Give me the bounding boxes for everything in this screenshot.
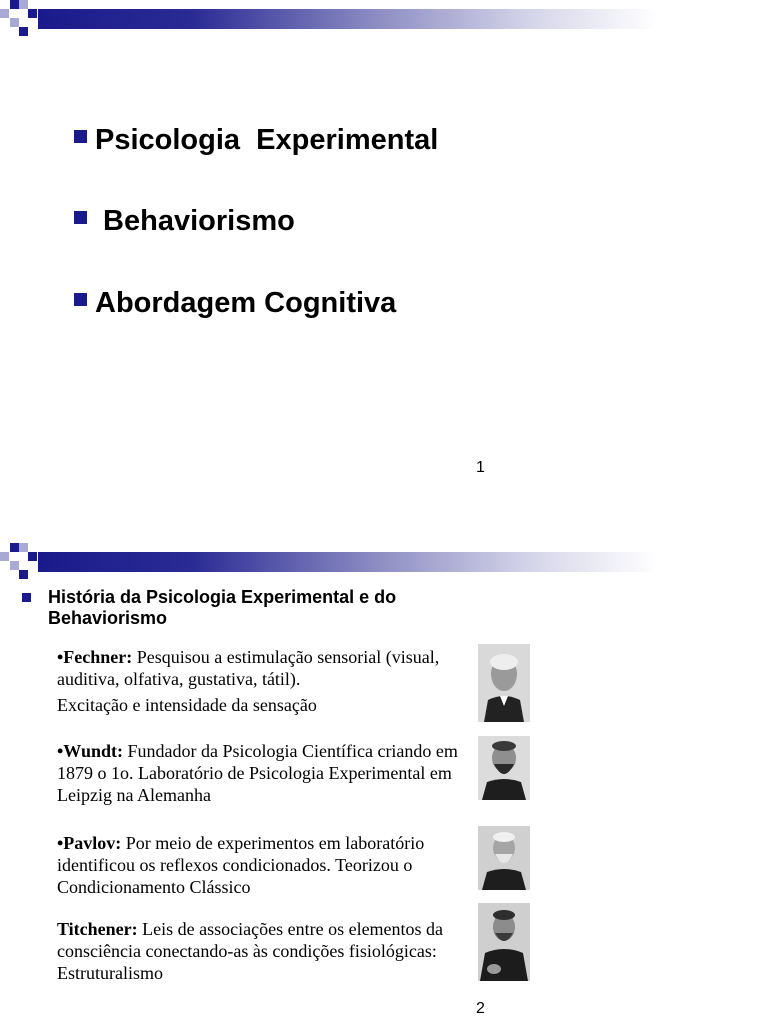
bullet-item bbox=[74, 124, 438, 157]
portrait-titchener bbox=[478, 903, 530, 981]
header-square bbox=[10, 18, 19, 27]
entry-description: Pesquisou a estimulação sensorial (visual, auditiva, olfativa, gustativa, tátil). bbox=[57, 647, 440, 689]
portrait-wundt bbox=[478, 736, 530, 800]
heading-text: História da Psicologia Experimental e do Behaviorismo bbox=[48, 587, 397, 628]
header-square bbox=[28, 552, 37, 561]
header-square bbox=[10, 543, 19, 552]
header-square bbox=[19, 570, 28, 579]
entry-description: Leis de associações entre os elementos da consciência conectando-as às condições fisiológicas: Estruturalismo bbox=[57, 919, 444, 983]
page-number: 1 bbox=[476, 459, 485, 476]
entry-fechner bbox=[57, 646, 472, 716]
bullet-text: Behaviorismo bbox=[95, 205, 295, 237]
entry-pavlov bbox=[57, 832, 472, 898]
bullet-item bbox=[74, 205, 295, 238]
header-square bbox=[19, 0, 28, 9]
entry-description: Fundador da Psicologia Científica criando em 1879 o 1o. Laboratório de Psicologia Experimental em Leipzig na Alemanha bbox=[57, 741, 458, 805]
portrait-pavlov bbox=[478, 826, 530, 890]
bullet-text: Psicologia Experimental bbox=[95, 124, 439, 156]
header-square bbox=[10, 0, 19, 9]
slide-2 bbox=[0, 512, 768, 1024]
bullet-square-icon bbox=[22, 593, 31, 602]
entry-titchener bbox=[57, 918, 472, 984]
bullet-square-icon bbox=[74, 130, 87, 143]
header-square bbox=[19, 27, 28, 36]
header-square bbox=[10, 561, 19, 570]
bullet-square-icon bbox=[74, 293, 87, 306]
header-square bbox=[0, 9, 9, 18]
header-square bbox=[0, 552, 9, 561]
entry-name: •Pavlov: bbox=[57, 833, 122, 853]
bullet-text: Abordagem Cognitiva bbox=[95, 287, 397, 319]
header-square bbox=[28, 9, 37, 18]
entry-name: •Wundt: bbox=[57, 741, 123, 761]
header-gradient-bar bbox=[38, 552, 658, 572]
portrait-fechner bbox=[478, 644, 530, 722]
bullet-square-icon bbox=[74, 211, 87, 224]
entry-wundt bbox=[57, 740, 472, 806]
entry-name: Titchener: bbox=[57, 919, 138, 939]
entry-extra: Excitação e intensidade da sensação bbox=[57, 695, 317, 715]
page-number: 2 bbox=[476, 1000, 485, 1017]
header-square bbox=[19, 543, 28, 552]
entry-description: Por meio de experimentos em laboratório identificou os reflexos condicionados. Teorizou o Condicionamento Clássico bbox=[57, 833, 425, 897]
bullet-item bbox=[74, 287, 396, 320]
header-gradient-bar bbox=[38, 9, 658, 29]
entry-name: •Fechner: bbox=[57, 647, 133, 667]
